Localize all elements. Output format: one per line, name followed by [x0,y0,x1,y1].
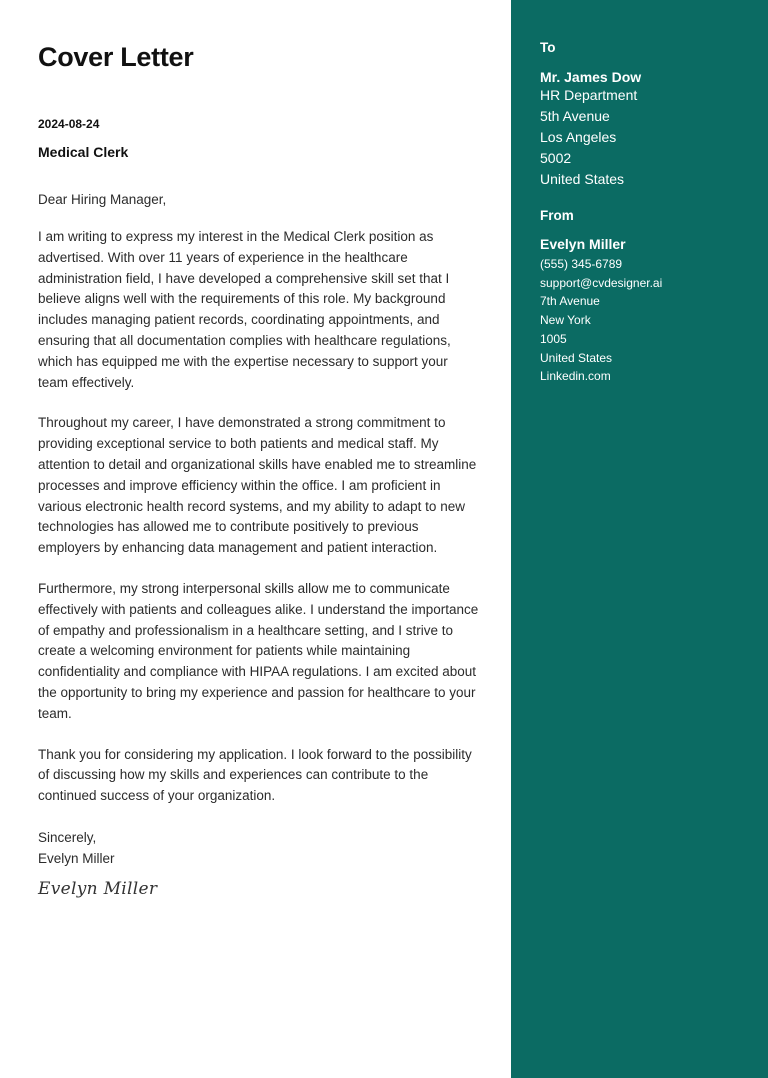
sender-zip: 1005 [540,331,567,346]
closing-name: Evelyn Miller [38,850,115,866]
recipient-country: United States [540,171,625,187]
sender-city: New York [540,313,591,328]
recipient-department: HR Department [540,87,638,103]
sender-heading: From [540,208,574,223]
recipient-city: Los Angeles [540,129,617,145]
paragraph-thanks: Thank you for considering my application. I look forward to the possibility of discussing how my skills and experiences can contribute to the continued success of your organization. [38,746,472,804]
greeting: Dear Hiring Manager, [38,192,167,207]
job-title: Medical Clerk [38,144,129,160]
paragraph-skills: Furthermore, my strong interpersonal skills allow me to communicate effectively with patients and colleagues alike. I understand the importance of empathy and professionalism in a healthcare setting, and I strive to create a welcoming environment for patients while maintaining confidentiality and compliance with HIPAA regulations. I am excited about the opportunity to bring my experience and passion for healthcare to your team. [38,580,479,721]
letter-date: 2024-08-24 [38,117,100,131]
sender-phone: (555) 345-6789 [540,257,623,271]
handwritten-signature: Evelyn Miller [38,878,158,899]
closing-block [38,827,481,869]
sender-street: 7th Avenue [540,294,600,309]
sender-email: support@cvdesigner.ai [540,275,663,290]
paragraph-career: Throughout my career, I have demonstrated a strong commitment to providing exceptional service to both patients and medical staff. My attention to detail and organizational skills have enabled me to streamline processes and improve efficiency within the office. I am proficient in various electronic health record systems, and my ability to adapt to new technologies has allowed me to contribute positively to previous employers by enhancing data management and patient interaction. [38,415,477,556]
sender-name: Evelyn Miller [540,236,626,252]
closing-salutation: Sincerely, [38,829,97,845]
recipient-street: 5th Avenue [540,108,610,124]
sender-country: United States [540,350,613,365]
recipient-name: Mr. James Dow [540,69,642,85]
contact-sidebar [511,0,768,1078]
sender-website: Linkedin.com [540,369,611,384]
recipient-heading: To [540,40,556,55]
page-title: Cover Letter [38,42,194,72]
paragraph-intro: I am writing to express my interest in the Medical Clerk position as advertised. With over 11 years of experience in the healthcare administration field, I have developed a comprehensive skill set that I believe aligns well with the requirements of this role. My background includes managing patient records, coordinating appointments, and ensuring that all documentation complies with healthcare regulations, which has equipped me with the expertise necessary to support your team effectively. [38,229,451,390]
recipient-zip: 5002 [540,150,572,166]
